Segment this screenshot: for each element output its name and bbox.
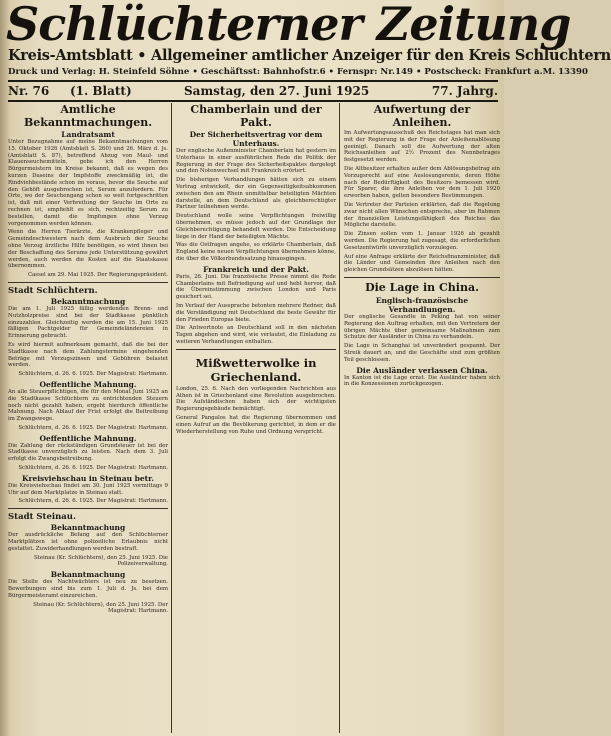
divider bbox=[176, 349, 336, 350]
article-text: Die Altbesitzer erhalten außer dem Ablösungsbetrag ein Vorzugsrecht auf eine Auslosungsrente, deren Höhe nach der Bedürftigkeit des Besitzers bemessen wird. Für Sparer, die ihre Anleihen vor dem 1. Juli 1920 erworben haben, gelten besondere Bestimmungen. bbox=[344, 165, 500, 200]
article-text: An alle Steuerpflichtigen, die für den Monat Juni 1925 an die Stadtkasse Schlüchtern zu entrichtenden Steuern noch nicht gezahlt haben, ergeht hierdurch öffentliche Mahnung. Nach Ablauf der Frist erfolgt die Beitreibung im Zwangswege. bbox=[8, 388, 168, 423]
article-headline: Chamberlain und der Pakt. bbox=[190, 103, 322, 129]
column-official-notices bbox=[8, 103, 168, 733]
article-text: Der englische Gesandte in Peking hat von seiner Regierung den Auftrag erhalten, mit den Vertretern der übrigen Mächte über gemeinsame Maßnahmen zum Schutze der Ausländer in China zu verhandeln. bbox=[344, 313, 500, 341]
article-text: Im Aufwertungsausschuß des Reichstages hat man sich mit der Regierung in der Frage der Anleihenablösung geeinigt. Danach soll die Aufwertung der alten Reichsanleihen auf 2½ Prozent des Nennbetrages festgesetzt werden. bbox=[344, 130, 500, 164]
article-text: Die Zahlung der rückständigen Grundsteuer ist bei der Stadtkasse unverzüglich zu leisten. Nach dem 3. Juli erfolgt die Zwangsbeitreibung. bbox=[8, 442, 168, 463]
subtitle: Kreis-Amtsblatt • Allgemeiner amtlicher Anzeiger für den Kreis Schlüchtern bbox=[8, 47, 611, 64]
article-headline: Die Lage in China. bbox=[365, 280, 479, 294]
signature: Cassel am 29. Mai 1925. Der Regierungspräsident. bbox=[27, 272, 168, 279]
article-text: Die Kreisviehschau findet am 30. Juni 1925 vormittags 9 Uhr auf dem Marktplatze in Steinau statt. bbox=[8, 482, 168, 496]
signature: Schlüchtern, d. 26. 6. 1925. Der Magistrat: Hartmann. bbox=[18, 498, 168, 505]
issue-date: Samstag, den 27. Juni 1925 bbox=[184, 84, 370, 98]
divider bbox=[8, 508, 168, 509]
article-text: Wenn die Herren Tierärzte, die Krankenpfleger und Gemeindeschwestern nach dem Ausbruch der Seuche ohne Verzug ärztliche Hilfe benötigen, so wird ihnen bei der Beschaffung des Serums jede Unterstützung gewährt werden, auch werden die Kosten auf die Staatskasse übernommen. bbox=[8, 229, 168, 270]
article-text: Die Stelle des Nachtwächters ist neu zu besetzen. Bewerbungen sind bis zum 1. Juli d. Js. bei dem Bürgermeisteramt einzureichen. bbox=[8, 579, 168, 599]
issue-info-bar bbox=[8, 83, 498, 99]
divider bbox=[344, 277, 500, 278]
issue-sheet: (1. Blatt) bbox=[70, 84, 132, 98]
column-divider bbox=[339, 103, 340, 733]
signature: Schlüchtern, d. 26. 6. 1925. Der Magistrat: Hartmann. bbox=[18, 371, 168, 378]
article-text: Die bisherigen Verhandlungen hätten sich zu einem Vertrag entwickelt, der ein Gegenseitigkeitsabkommen zwischen den am Rhein unmittelbar beteiligten Mächten darstelle, an dem Deutschland als gleichberechtigter Partner teilnehmen werde. bbox=[176, 177, 336, 211]
article-text: Paris, 26. Juni. Die französische Presse nimmt die Rede Chamberlains mit Befriedigung auf und hebt hervor, daß die Übereinstimmung zwischen London und Paris gesichert sei. bbox=[176, 273, 336, 301]
article-text: Die Zinsen sollen vom 1. Januar 1926 ab gezahlt werden. Die Regierung hat zugesagt, die erforderlichen Gesetzentwürfe unverzüglich vorzulegen. bbox=[344, 231, 500, 251]
notice-heading: Bekanntmachung bbox=[50, 296, 126, 306]
section-heading: Stadt Steinau. bbox=[8, 512, 76, 523]
signature: Steinau (Kr. Schlüchtern), den 25. Juni 1925. Die Polizeiverwaltung. bbox=[33, 554, 168, 568]
issue-year: 77. Jahrg. bbox=[431, 84, 498, 98]
article-text: General Pangalos hat die Regierung übernommen und einen Aufruf an die Bevölkerung gerichtet, in dem er die Wiederherstellung von Ruhe und Ordnung verspricht. bbox=[176, 414, 336, 435]
article-text: Der ausdrückliche Befang auf den Schlüchterner Marktplätzen ist ohne polizeiliche Erlaubnis nicht gestattet. Zuwiderhandlungen werden bestraft. bbox=[8, 532, 168, 552]
section-heading: Amtliche Bekanntmachungen. bbox=[23, 103, 153, 129]
article-subheadline: Der Sicherheitsvertrag vor dem Unterhaus. bbox=[189, 130, 323, 148]
article-subheadline: Die Ausländer verlassen China. bbox=[356, 365, 488, 375]
article-subheadline: Englisch-französische Verhandlungen. bbox=[375, 295, 469, 314]
column-economy bbox=[344, 103, 500, 733]
column-politics bbox=[176, 103, 336, 733]
article-text: Die Vertreter der Parteien erklärten, daß die Regelung zwar nicht allen Wünschen entspreche, aber im Rahmen der finanziellen Leistungsfähigkeit des Reiches das Mögliche darstelle. bbox=[344, 201, 500, 229]
notice-heading: Bekanntmachung bbox=[50, 523, 126, 533]
notice-heading: Oeffentliche Mahnung. bbox=[39, 379, 137, 389]
article-text: Unter Bezugnahme auf meine Bekanntmachungen vom 15. Oktober 1926 (Amtsblatt S. 260) und 26. März d. Js. (Amtsblatt S. 87), betreffend Abzug von Maul- und Klauenseuchemitteln, gebe ich den Herren Bürgermeistern im Kreise bekannt, daß es wegen des kurzen Daseins der Impfstoffe zweckmäßig ist, die Rindviehbestände schon im voraus, bevor die Seuche auf den Gehöft ausgebrochen ist, Serum anzufordern. Für Orte, wo der Seuchengang schon so weit fortgeschritten ist, daß mit einer Verbreitung der Seuche im Orte zu rechnen ist, empfiehlt es sich, rechtzeitig Serum zu bestellen, damit die Impfungen ohne Verzug vorgenommen werden können. bbox=[8, 139, 168, 227]
article-text: Es wird hiermit aufmerksam gemacht, daß die bei der Stadtkasse nach dem Zahlungstermine eingehenden Beträge mit Verzugszinsen und Gebühren belastet werden. bbox=[8, 341, 168, 369]
article-text: Auf eine Anfrage erklärte der Reichsfinanzminister, daß die Länder und Gemeinden ihre Anleihen nach den gleichen Grundsätzen abzulösen hätten. bbox=[344, 253, 500, 274]
notice-heading: Kreisviehschau in Steinau betr. bbox=[21, 473, 155, 483]
column-divider bbox=[171, 103, 172, 733]
article-subheadline: Frankreich und der Pakt. bbox=[203, 264, 309, 274]
divider bbox=[8, 282, 168, 283]
masthead: Schlüchterner Zeitung bbox=[6, 0, 571, 51]
article-text: Die am 1. Juli 1925 fällig werdenden Brenn- und Nutzholzpreise sind bei der Stadtkasse pünktlich einzuzahlen. Gleichzeitig werden die am 15. Juni 1925 fälligen Pachtgelder für Gemeindeländereien in Erinnerung gebracht. bbox=[8, 305, 168, 340]
top-rule bbox=[8, 80, 498, 82]
article-text: Die Antwortnote an Deutschland soll in den nächsten Tagen abgehen und wird, wie verlautet, die Einladung zu weiteren Verhandlungen enthalten. bbox=[176, 325, 336, 345]
article-text: Was die Ostfragen angehe, so erklärte Chamberlain, daß England keine neuen Verpflichtungen übernehmen könne, die über die Völkerbundssatzung hinausgingen. bbox=[176, 242, 336, 262]
article-headline: Mißwetterwolke in Griechenland. bbox=[195, 355, 317, 384]
article-text: In Kanton ist die Lage ernst. Die Ausländer haben sich in die Konzessionen zurückgezogen. bbox=[344, 374, 500, 388]
article-text: Die Lage in Schanghai ist unverändert gespannt. Der Streik dauert an, und die Geschäfte sind zum größten Teil geschlossen. bbox=[344, 343, 500, 363]
article-text: Deutschland wolle seine Verpflichtungen freiwillig übernehmen, es müsse jedoch auf der Grundlage der Gleichberechtigung behandelt werden. Die Entscheidung liege in der Hand der beteiligten Mächte. bbox=[176, 213, 336, 240]
article-text: London, 25. 6. Nach den vorliegenden Nachrichten aus Athen ist in Griechenland eine Revolution ausgebrochen. Die Aufständischen haben sich der wichtigsten Regierungsgebäude bemächtigt. bbox=[176, 385, 336, 413]
section-heading: Stadt Schlüchtern. bbox=[8, 285, 98, 296]
publisher-line: Druck und Verlag: H. Steinfeld Söhne • Geschäftsst: Bahnhofstr.6 • Fernspr: Nr.149 • Postscheck: Frankfurt a.M. 13390 bbox=[8, 67, 588, 77]
article-headline: Aufwertung der Anleihen. bbox=[373, 103, 471, 129]
signature: Schlüchtern, d. 26. 6. 1925. Der Magistrat: Hartmann. bbox=[18, 424, 168, 431]
signature: Steinau (Kr. Schlüchtern), den 25. Juni 1925. Der Magistrat: Hartmann. bbox=[33, 601, 168, 615]
notice-heading: Oeffentliche Mahnung. bbox=[39, 433, 137, 443]
article-text: Im Verlauf der Aussprache betonten mehrere Redner, daß die Verständigung mit Deutschland die beste Gewähr für den Frieden Europas biete. bbox=[176, 302, 336, 323]
signature: Schlüchtern, d. 26. 6. 1925. Der Magistrat: Hartmann. bbox=[18, 465, 168, 472]
article-text: Der englische Außenminister Chamberlain hat gestern im Unterhaus in einer ausführlichen Rede die Politik der Regierung in der Frage des Sicherheitspaktes dargelegt und den Notenwechsel mit Frankreich erörtert. bbox=[176, 148, 336, 175]
info-rule bbox=[8, 100, 498, 102]
section-subheading: Landratsamt bbox=[61, 130, 115, 139]
issue-number: Nr. 76 bbox=[8, 84, 50, 98]
notice-heading: Bekanntmachung bbox=[50, 570, 126, 580]
